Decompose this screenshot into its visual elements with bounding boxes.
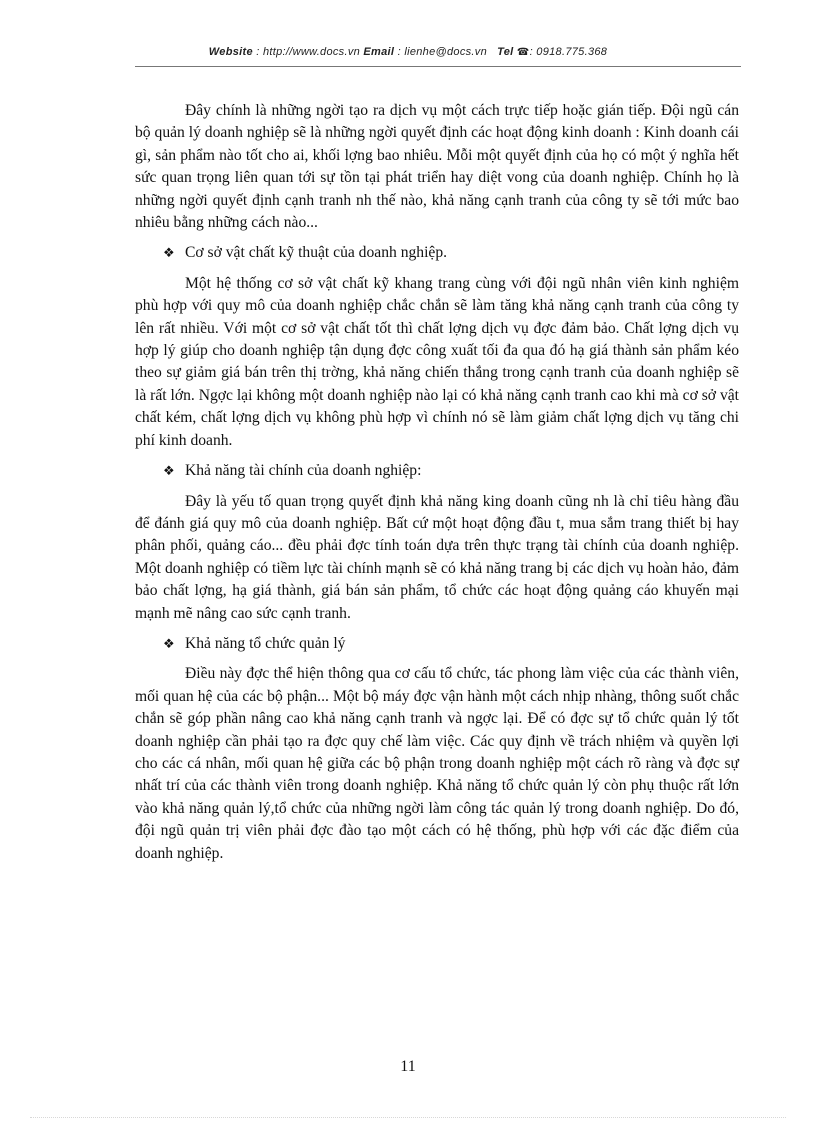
email-label: Email [363, 46, 395, 58]
heading-text: Cơ sở vật chất kỹ thuật của doanh nghiệp. [185, 244, 448, 262]
website-link[interactable]: http://www.docs.vn [262, 46, 361, 58]
heading-text: Khả năng tổ chức quản lý [185, 634, 346, 652]
heading-text: Khả năng tài chính của doanh nghiệp: [185, 462, 422, 480]
tel-label: Tel [497, 46, 514, 58]
diamond-bullet-icon: ❖ [163, 463, 175, 479]
phone-icon: ☎ [516, 47, 530, 58]
footer-divider [30, 1117, 786, 1118]
page-header [0, 46, 816, 58]
diamond-bullet-icon: ❖ [163, 635, 175, 651]
website-separator: : [252, 46, 263, 58]
heading-organization [135, 633, 739, 655]
header-rule [135, 66, 741, 67]
heading-finance [135, 460, 739, 482]
email-separator: : [394, 46, 405, 58]
paragraph-finance: Đây là yếu tố quan trọng quyết định khả năng king doanh cũng nh là chỉ tiêu hàng đầu để đánh giá quy mô của doanh nghiệp. Bất cứ một hoạt động đầu t, mua sắm trang thiết bị hay phân phối, quảng cáo... đều phải đợc tính toán dựa trên thực trạng tài chính của doanh nghiệp. Một doanh nghiệp có tiềm lực tài chính mạnh sẽ có khả năng trang bị các dịch vụ hoàn hảo, đảm bảo chất lợng, hạ giá thành, giá bán sản phẩm, tổ chức các hoạt động quảng cáo khuyến mại mạnh mẽ nâng cao sức cạnh tranh. [135, 492, 739, 622]
document-body [135, 100, 739, 873]
email-link[interactable]: lienhe@docs.vn [404, 46, 487, 58]
website-label: Website [208, 46, 253, 58]
diamond-bullet-icon: ❖ [163, 245, 175, 261]
heading-facilities [135, 242, 739, 264]
tel-value: : 0918.775.368 [529, 46, 608, 58]
paragraph-organization: Điều này đợc thể hiện thông qua cơ cấu tổ chức, tác phong làm việc của các thành viên, mối quan hệ của các bộ phận... Một bộ máy đợc vận hành một cách nhịp nhàng, thông suốt chắc chắn sẽ góp phần nâng cao khả năng cạnh tranh và ngợc lại. Để có đợc sự tổ chức quản lý tốt doanh nghiệp cần phải tạo ra đợc quy chế làm việc. Các quy định về trách nhiệm và quyền lợi cho các cá nhân, mối quan hệ giữa các bộ phận trong doanh nghiệp một cách rõ ràng và đợc sự nhất trí của các thành viên trong doanh nghiệp. Khả năng tổ chức quản lý còn phụ thuộc rất lớn vào khả năng quản lý,tổ chức của những ngời làm công tác quản lý trong doanh nghiệp. Do đó, đội ngũ quản trị viên phải đợc đào tạo một cách có hệ thống, phù hợp với các đặc điểm của doanh nghiệp. [135, 665, 739, 862]
paragraph-management-staff: Đây chính là những ngời tạo ra dịch vụ một cách trực tiếp hoặc gián tiếp. Đội ngũ cán bộ quản lý doanh nghiệp sẽ là những ngời quyết định các hoạt động kinh doanh : Kinh doanh cái gì, sản phẩm nào tốt cho ai, khối lợng bao nhiêu. Mỗi một quyết định của họ có một ý nghĩa hết sức quan trọng liên quan tới sự tồn tại phát triển hay diệt vong của doanh nghiệp. Chính họ là những ngời quyết định cạnh tranh nh thế nào, khả năng cạnh tranh của công ty sẽ tới mức bao nhiêu bằng những cách nào... [135, 102, 739, 232]
paragraph-facilities: Một hệ thống cơ sở vật chất kỹ khang trang cùng với đội ngũ nhân viên kinh nghiệm phù hợp với quy mô của doanh nghiệp chắc chắn sẽ làm tăng khả năng cạnh tranh của công ty lên rất nhiều. Với một cơ sở vật chất tốt thì chất lợng dịch vụ đợc đảm bảo. Chất lợng dịch vụ hợp lý giúp cho doanh nghiệp tận dụng đợc công xuất tối đa qua đó hạ giá thành sản phẩm kéo theo sự giảm giá bán trên thị trờng, khả năng chiến thắng trong cạnh tranh của doanh nghiệp sẽ là rất lớn. Ngợc lại không một doanh nghiệp nào lại có khả năng cạnh tranh cao khi mà cơ sở vật chất kém, chất lợng dịch vụ không phù hợp vì chính nó sẽ làm giảm chất lợng dịch vụ tăng chi phí kinh doanh. [135, 274, 739, 449]
page-number: 11 [400, 1058, 416, 1075]
